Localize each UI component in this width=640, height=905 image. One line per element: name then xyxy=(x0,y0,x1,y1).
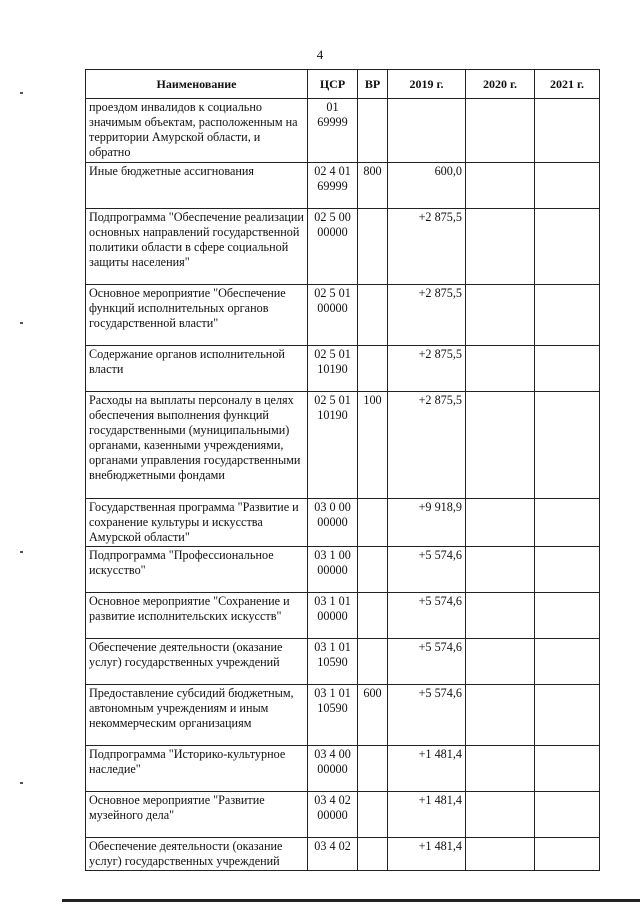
cell-y2021 xyxy=(535,685,600,746)
cell-vr: 100 xyxy=(358,392,388,499)
cell-vr xyxy=(358,547,388,593)
cell-name: Содержание органов исполнительной власти xyxy=(86,346,308,392)
cell-name: Расходы на выплаты персоналу в целях обеспечения выполнения функций государственными (муниципальными) органами, казенными учреждениями, органами управления государственными внебюджетными фондами xyxy=(86,392,308,499)
page-number: 4 xyxy=(316,47,324,62)
table-row xyxy=(86,639,600,685)
table-row xyxy=(86,838,600,871)
cell-name: Основное мероприятие "Развитие музейного дела" xyxy=(86,792,308,838)
budget-table xyxy=(85,69,600,871)
cell-y2020 xyxy=(466,639,535,685)
cell-csr: 03 4 00 00000 xyxy=(308,746,358,792)
cell-y2019: +5 574,6 xyxy=(388,639,466,685)
cell-name: Обеспечение деятельности (оказание услуг) государственных учреждений xyxy=(86,639,308,685)
table-row xyxy=(86,792,600,838)
cell-y2021 xyxy=(535,285,600,346)
cell-y2021 xyxy=(535,547,600,593)
cell-y2021 xyxy=(535,639,600,685)
cell-y2020 xyxy=(466,593,535,639)
cell-csr: 03 1 01 10590 xyxy=(308,639,358,685)
cell-y2019 xyxy=(388,99,466,163)
cell-csr: 03 4 02 00000 xyxy=(308,792,358,838)
header-2021: 2021 г. xyxy=(535,70,600,99)
cell-name: Основное мероприятие "Обеспечение функций исполнительных органов государственной власти" xyxy=(86,285,308,346)
header-csr: ЦСР xyxy=(308,70,358,99)
table-row xyxy=(86,209,600,285)
table-row xyxy=(86,285,600,346)
cell-y2020 xyxy=(466,392,535,499)
header-2019: 2019 г. xyxy=(388,70,466,99)
table-row xyxy=(86,392,600,499)
cell-y2019: +1 481,4 xyxy=(388,792,466,838)
cell-y2020 xyxy=(466,209,535,285)
cell-y2019: +5 574,6 xyxy=(388,593,466,639)
cell-vr xyxy=(358,746,388,792)
cell-y2021 xyxy=(535,209,600,285)
cell-name: Подпрограмма "Историко-культурное наследие" xyxy=(86,746,308,792)
cell-name: Иные бюджетные ассигнования xyxy=(86,163,308,209)
margin-mark xyxy=(20,322,23,324)
cell-y2019: +1 481,4 xyxy=(388,746,466,792)
cell-name: Подпрограмма "Обеспечение реализации основных направлений государственной политики области в сфере социальной защиты населения" xyxy=(86,209,308,285)
table-row xyxy=(86,685,600,746)
cell-vr xyxy=(358,346,388,392)
cell-vr: 800 xyxy=(358,163,388,209)
cell-vr xyxy=(358,209,388,285)
cell-csr: 02 5 01 10190 xyxy=(308,392,358,499)
cell-y2021 xyxy=(535,792,600,838)
cell-csr: 02 5 01 00000 xyxy=(308,285,358,346)
margin-mark xyxy=(20,92,23,94)
cell-y2020 xyxy=(466,99,535,163)
cell-y2020 xyxy=(466,792,535,838)
table-row xyxy=(86,547,600,593)
cell-y2020 xyxy=(466,285,535,346)
cell-y2019: 600,0 xyxy=(388,163,466,209)
table-header-row xyxy=(86,70,600,99)
cell-y2019: +2 875,5 xyxy=(388,285,466,346)
cell-csr: 02 5 01 10190 xyxy=(308,346,358,392)
cell-name: Основное мероприятие "Сохранение и развитие исполнительских искусств" xyxy=(86,593,308,639)
margin-mark xyxy=(20,551,23,553)
cell-name: Обеспечение деятельности (оказание услуг) государственных учреждений xyxy=(86,838,308,871)
cell-vr xyxy=(358,285,388,346)
cell-y2021 xyxy=(535,163,600,209)
cell-vr xyxy=(358,593,388,639)
cell-y2019: +2 875,5 xyxy=(388,209,466,285)
cell-csr: 03 4 02 xyxy=(308,838,358,871)
cell-y2021 xyxy=(535,346,600,392)
cell-y2019: +5 574,6 xyxy=(388,685,466,746)
cell-vr xyxy=(358,792,388,838)
cell-y2020 xyxy=(466,499,535,547)
cell-name: Подпрограмма "Профессиональное искусство" xyxy=(86,547,308,593)
cell-y2021 xyxy=(535,99,600,163)
cell-y2020 xyxy=(466,547,535,593)
cell-name: Предоставление субсидий бюджетным, автономным учреждениям и иным некоммерческим организациям xyxy=(86,685,308,746)
cell-y2020 xyxy=(466,346,535,392)
cell-name: проездом инвалидов к социально значимым объектам, расположенным на территории Амурской области, и обратно xyxy=(86,99,308,163)
header-vr: ВР xyxy=(358,70,388,99)
cell-y2021 xyxy=(535,838,600,871)
cell-vr xyxy=(358,499,388,547)
cell-csr: 01 69999 xyxy=(308,99,358,163)
cell-csr: 03 1 01 00000 xyxy=(308,593,358,639)
cell-y2019: +5 574,6 xyxy=(388,547,466,593)
table-row xyxy=(86,746,600,792)
cell-csr: 03 1 00 00000 xyxy=(308,547,358,593)
cell-csr: 02 4 01 69999 xyxy=(308,163,358,209)
cell-y2020 xyxy=(466,838,535,871)
cell-y2021 xyxy=(535,499,600,547)
scan-edge xyxy=(62,899,640,902)
cell-y2019: +2 875,5 xyxy=(388,346,466,392)
cell-csr: 03 1 01 10590 xyxy=(308,685,358,746)
cell-vr xyxy=(358,838,388,871)
cell-y2019: +9 918,9 xyxy=(388,499,466,547)
cell-csr: 03 0 00 00000 xyxy=(308,499,358,547)
cell-vr xyxy=(358,99,388,163)
cell-vr: 600 xyxy=(358,685,388,746)
cell-y2020 xyxy=(466,685,535,746)
table-row xyxy=(86,593,600,639)
cell-name: Государственная программа "Развитие и сохранение культуры и искусства Амурской области" xyxy=(86,499,308,547)
cell-y2019: +1 481,4 xyxy=(388,838,466,871)
cell-y2021 xyxy=(535,746,600,792)
cell-y2021 xyxy=(535,593,600,639)
cell-csr: 02 5 00 00000 xyxy=(308,209,358,285)
cell-y2020 xyxy=(466,746,535,792)
margin-mark xyxy=(20,782,23,784)
header-2020: 2020 г. xyxy=(466,70,535,99)
cell-y2021 xyxy=(535,392,600,499)
cell-vr xyxy=(358,639,388,685)
table-row xyxy=(86,346,600,392)
table-row xyxy=(86,99,600,163)
table-row xyxy=(86,163,600,209)
cell-y2019: +2 875,5 xyxy=(388,392,466,499)
cell-y2020 xyxy=(466,163,535,209)
header-name: Наименование xyxy=(86,70,308,99)
table-row xyxy=(86,499,600,547)
